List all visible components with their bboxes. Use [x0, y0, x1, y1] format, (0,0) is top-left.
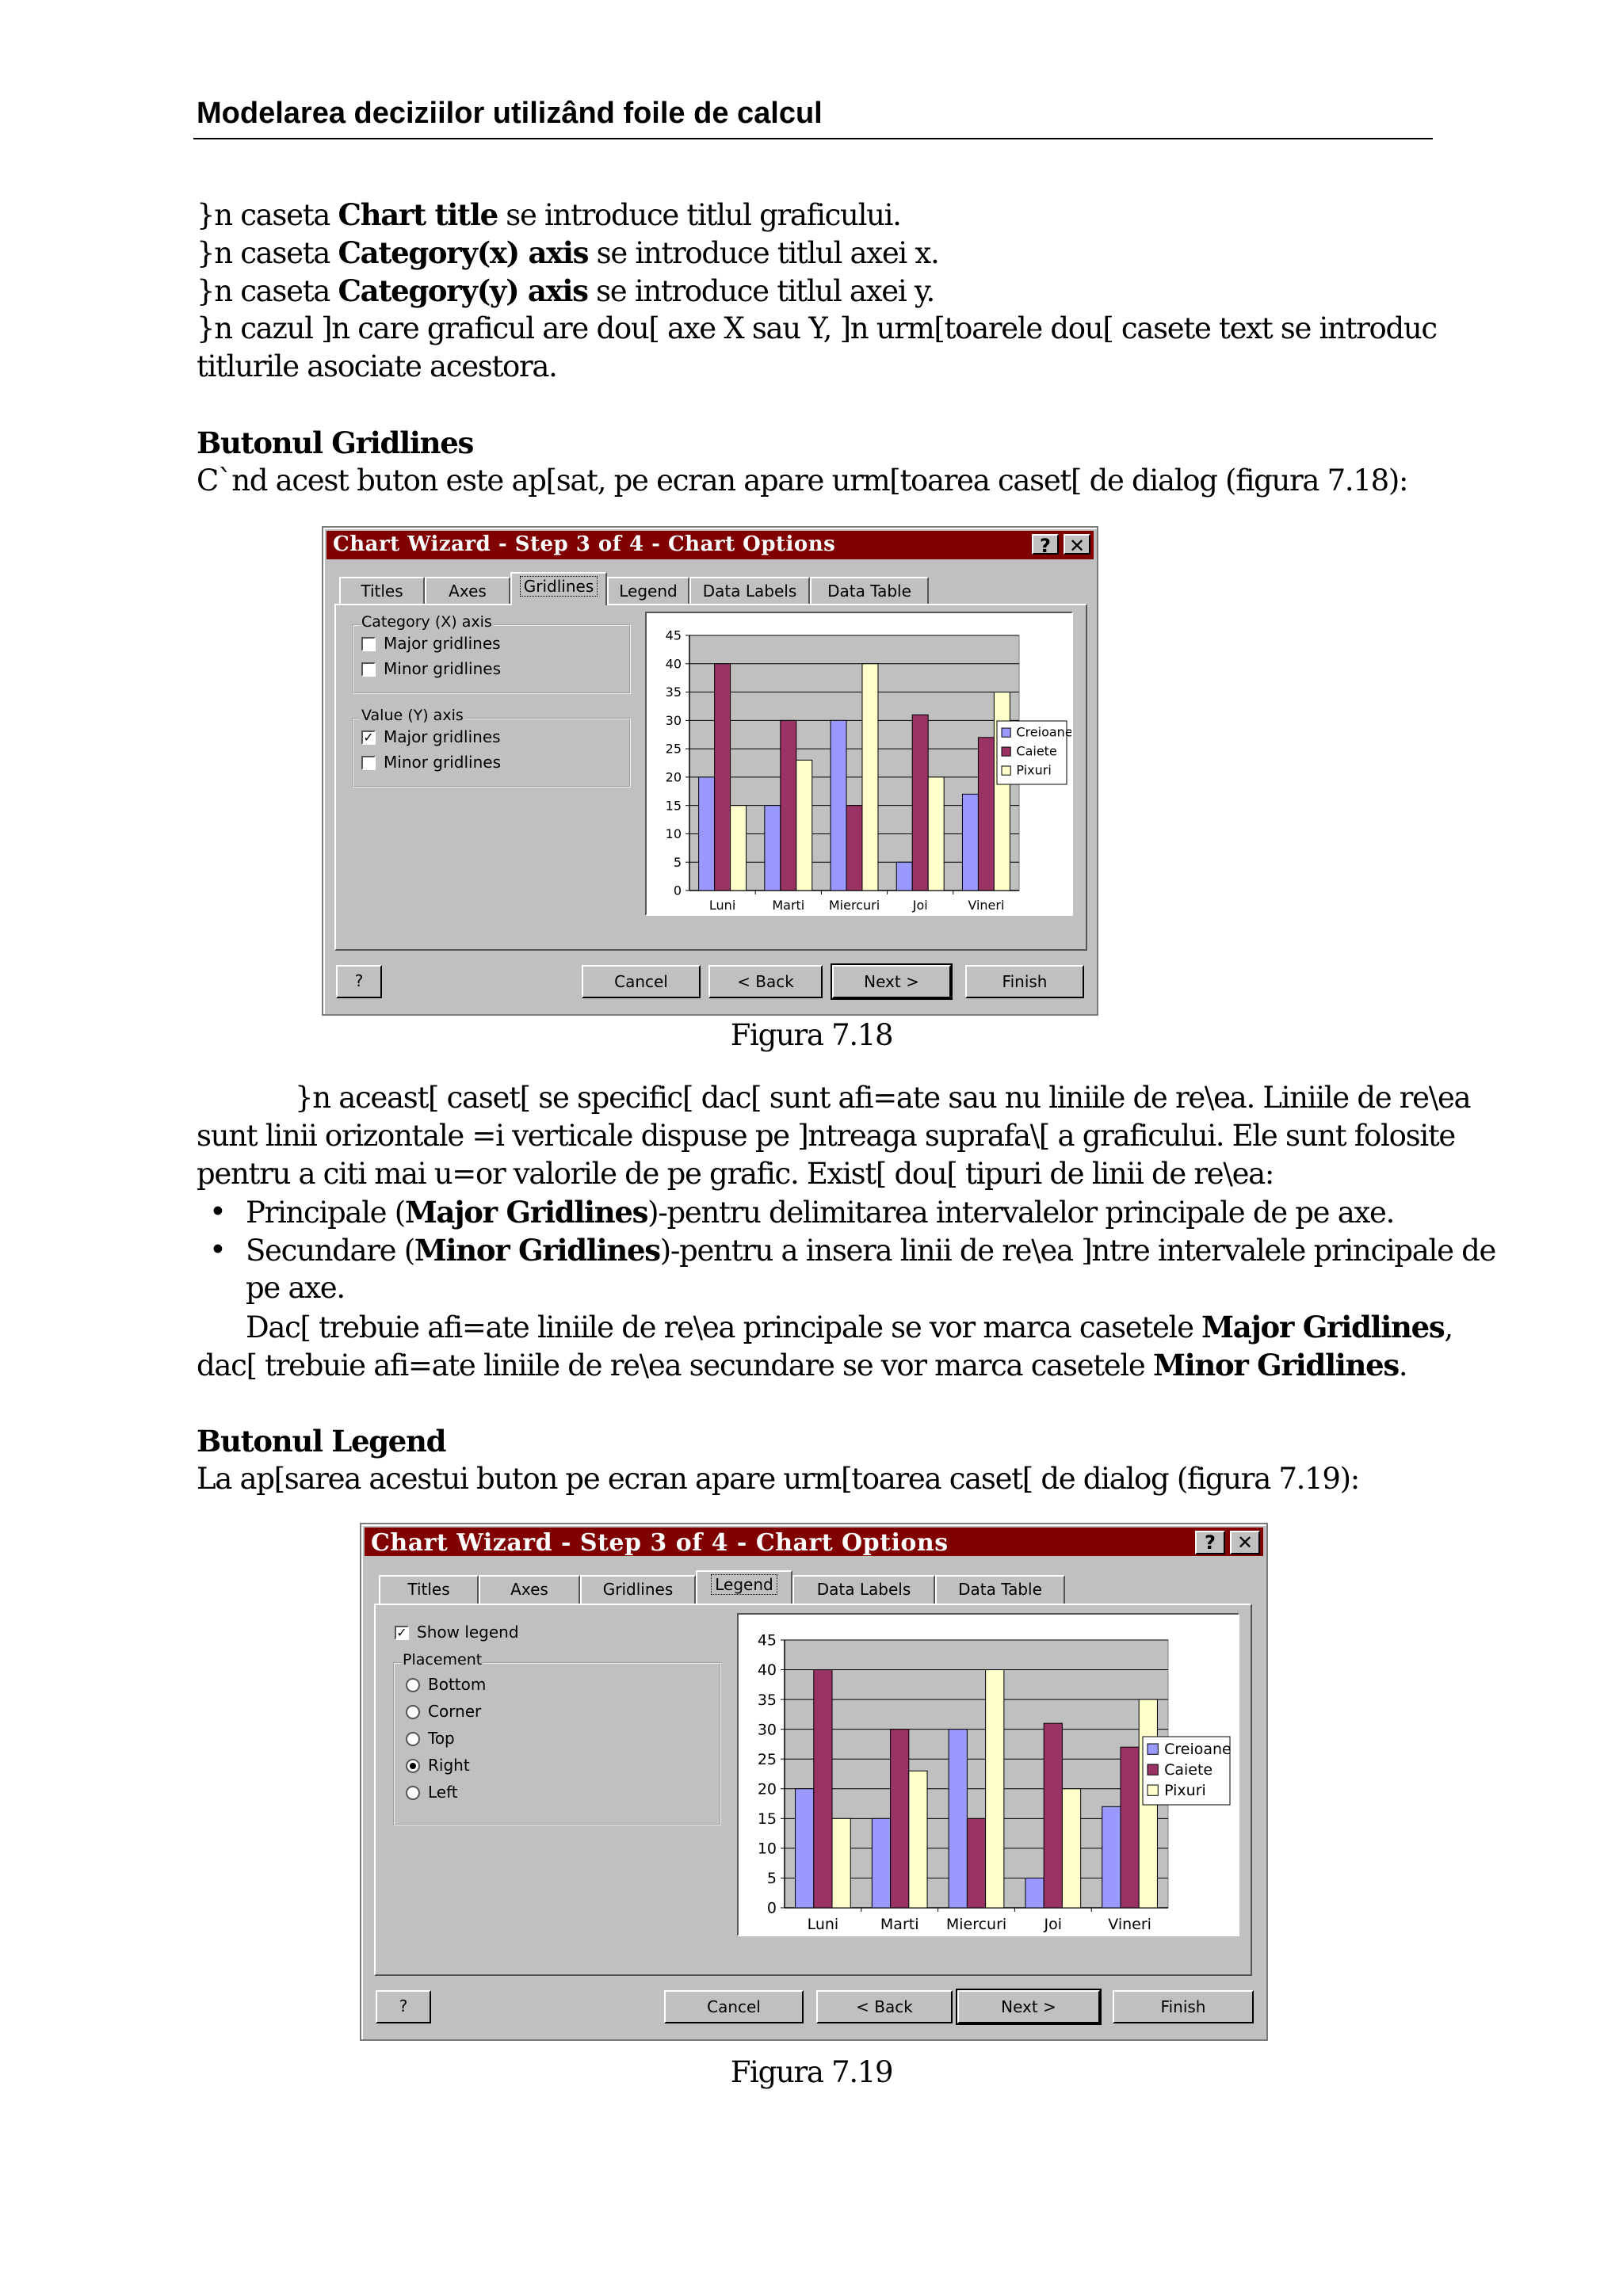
bar-pixuri-luni	[832, 1818, 850, 1908]
legend-label: Creioane	[1016, 724, 1071, 740]
legend-label: Caiete	[1016, 743, 1057, 759]
chart-wizard-dialog-legend	[360, 1523, 1268, 2041]
bold-term: Major Gridlines	[1201, 1310, 1445, 1344]
para1-line1	[197, 196, 901, 235]
bar-caiete-miercuri	[967, 1818, 985, 1908]
placement-bottom-radio[interactable]	[406, 1678, 420, 1692]
tab-label: Data Table	[958, 1580, 1042, 1599]
dialog-title: Chart Wizard - Step 3 of 4 - Chart Options	[333, 532, 836, 556]
tab-data-labels[interactable]	[689, 577, 810, 605]
text: Principale (	[246, 1196, 405, 1230]
tab-axes[interactable]	[479, 1575, 580, 1604]
text: Dac[ trebuie afi=ate liniile de re\ea principale se vor marca casetele	[246, 1310, 1202, 1344]
tab-gridlines[interactable]	[510, 572, 607, 605]
y-tick-label: 5	[766, 1870, 777, 1888]
bold-term: Minor Gridlines	[414, 1233, 660, 1268]
bar-pixuri-marti	[796, 760, 812, 891]
text: dac[ trebuie afi=ate liniile de re\ea secundare se vor marca casetele	[197, 1348, 1153, 1383]
legend-swatch	[1148, 1744, 1158, 1754]
tab-label: Titles	[407, 1580, 450, 1599]
placement-top-radio[interactable]	[406, 1732, 420, 1746]
finish-button[interactable]: Finish	[965, 965, 1084, 998]
placement-corner-radio[interactable]	[406, 1705, 420, 1719]
y-tick-label: 35	[665, 685, 682, 700]
tab-titles[interactable]	[339, 577, 425, 605]
x-tick-label: Marti	[880, 1916, 919, 1933]
y-tick-label: 45	[757, 1631, 777, 1650]
placement-left-label: Left	[428, 1783, 458, 1802]
x-tick-label: Luni	[708, 898, 736, 913]
text: }n caseta	[197, 236, 338, 270]
val-minor-checkbox[interactable]	[361, 756, 376, 770]
text: se introduce titlul graficului.	[497, 198, 901, 232]
bullet-2	[246, 1231, 1496, 1270]
x-tick-label: Joi	[1044, 1916, 1063, 1933]
value-axis-group	[352, 707, 631, 788]
legend-intro: La ap[sarea acestui buton pe ecran apare urm[toarea caset[ de dialog (figura 7.19):	[197, 1462, 1359, 1496]
close-button[interactable]: ✕	[1230, 1531, 1260, 1554]
tab-label: Data Table	[827, 582, 911, 601]
y-tick-label: 30	[757, 1721, 777, 1739]
tab-legend[interactable]	[696, 1570, 792, 1604]
y-tick-label: 45	[665, 627, 682, 643]
val-major-checkbox[interactable]: ✓	[361, 730, 376, 745]
bar-creioane-joi	[896, 862, 912, 891]
legend-swatch	[1148, 1785, 1158, 1795]
y-tick-label: 40	[665, 656, 682, 672]
y-tick-label: 10	[665, 826, 682, 842]
legend-label: Caiete	[1164, 1761, 1213, 1779]
legend-swatch	[1002, 747, 1010, 756]
text: )-pentru delimitarea intervalelor principale de pe axe.	[647, 1196, 1395, 1230]
help-titlebar-button[interactable]: ?	[1195, 1531, 1225, 1554]
bar-caiete-marti	[891, 1730, 909, 1908]
x-tick-label: Vineri	[1108, 1916, 1151, 1933]
bar-creioane-joi	[1025, 1878, 1044, 1908]
bar-creioane-vineri	[962, 794, 978, 891]
tab-data-labels[interactable]	[792, 1575, 935, 1604]
y-tick-label: 10	[757, 1840, 777, 1858]
tab-panel	[374, 1604, 1252, 1976]
y-tick-label: 20	[665, 769, 682, 785]
bar-chart	[647, 613, 1071, 914]
bar-pixuri-miercuri	[986, 1670, 1004, 1908]
page-header-title: Modelarea deciziilor utilizând foile de calcul	[197, 97, 823, 130]
chart-preview	[737, 1613, 1239, 1936]
bar-caiete-joi	[912, 715, 928, 891]
group-label: Placement	[403, 1651, 483, 1669]
text: Secundare (	[246, 1234, 414, 1268]
bar-pixuri-luni	[731, 806, 747, 891]
y-tick-label: 30	[665, 712, 682, 728]
bar-pixuri-miercuri	[862, 664, 878, 891]
bar-caiete-miercuri	[846, 806, 862, 891]
tab-label: Legend	[711, 1574, 777, 1595]
back-button[interactable]: < Back	[816, 1990, 953, 2023]
chart-wizard-dialog-gridlines	[322, 526, 1098, 1016]
bar-creioane-marti	[765, 806, 781, 891]
bullet-dot: •	[209, 1233, 226, 1267]
text: .	[1398, 1348, 1407, 1383]
bar-pixuri-joi	[928, 777, 944, 891]
tab-axes[interactable]	[425, 577, 510, 605]
bullet-dot: •	[209, 1195, 226, 1229]
tab-label: Data Labels	[816, 1580, 911, 1599]
bullet-2-continued: pe axe.	[246, 1271, 345, 1305]
dialog-titlebar	[365, 1527, 1263, 1556]
y-tick-label: 15	[665, 798, 682, 814]
y-tick-label: 15	[757, 1810, 777, 1828]
bar-caiete-luni	[715, 664, 731, 891]
y-tick-label: 5	[673, 854, 682, 870]
group-label: Value (Y) axis	[361, 707, 464, 724]
text: se introduce titlul axei y.	[587, 274, 935, 308]
y-tick-label: 35	[757, 1691, 777, 1709]
placement-right-radio[interactable]	[406, 1759, 420, 1773]
placement-right-label: Right	[428, 1756, 470, 1775]
legend-label: Pixuri	[1016, 762, 1052, 778]
para1-line3	[197, 272, 934, 311]
text: )-pentru a insera linii de re\ea ]ntre intervalele principale de	[659, 1234, 1496, 1268]
y-tick-label: 0	[673, 883, 682, 898]
bold-term: Chart title	[338, 197, 498, 232]
bar-caiete-luni	[814, 1670, 832, 1908]
para1-line5: titlurile asociate acestora.	[197, 349, 557, 383]
x-tick-label: Miercuri	[945, 1916, 1007, 1933]
finish-button[interactable]: Finish	[1113, 1990, 1254, 2023]
legend-label: Pixuri	[1164, 1782, 1206, 1800]
help-button[interactable]: ?	[376, 1990, 431, 2023]
bar-chart	[739, 1615, 1238, 1935]
cat-minor-label: Minor gridlines	[384, 659, 501, 678]
para2-line2: sunt linii orizontale =i verticale dispuse pe ]ntreaga suprafa\[ a graficului. Ele sunt folosite	[197, 1119, 1456, 1153]
cat-major-label: Major gridlines	[384, 634, 501, 653]
bar-creioane-luni	[796, 1789, 814, 1908]
category-axis-group	[352, 613, 631, 694]
tab-gridlines[interactable]	[580, 1575, 696, 1604]
cat-minor-checkbox[interactable]	[361, 662, 376, 677]
tab-label: Gridlines	[602, 1580, 674, 1599]
legend-swatch	[1002, 766, 1010, 775]
x-tick-label: Joi	[912, 898, 928, 913]
tab-legend[interactable]	[607, 577, 689, 605]
para2-line4	[246, 1308, 1453, 1347]
tab-label: Legend	[619, 582, 678, 601]
header-rule	[193, 138, 1433, 139]
dialog-title: Chart Wizard - Step 3 of 4 - Chart Options	[371, 1529, 949, 1557]
group-label: Category (X) axis	[361, 613, 492, 631]
figure-7-19-caption: Figura 7.19	[730, 2055, 893, 2089]
placement-top-label: Top	[428, 1729, 455, 1748]
x-tick-label: Miercuri	[828, 898, 880, 913]
placement-left-radio[interactable]	[406, 1786, 420, 1800]
bar-caiete-joi	[1044, 1723, 1062, 1908]
tab-label: Axes	[510, 1580, 548, 1599]
legend-heading: Butonul Legend	[197, 1424, 446, 1459]
gridlines-heading: Butonul Gridlines	[197, 425, 473, 460]
y-tick-label: 20	[757, 1780, 777, 1798]
x-tick-label: Luni	[807, 1916, 839, 1933]
para1-line4: }n cazul ]n care graficul are dou[ axe X sau Y, ]n urm[toarele dou[ casete text se introduc	[197, 311, 1437, 345]
dialog-titlebar	[327, 531, 1094, 559]
show-legend-label: Show legend	[417, 1623, 519, 1642]
para2-line5	[197, 1346, 1407, 1385]
bar-pixuri-joi	[1062, 1789, 1080, 1908]
bold-term: Minor Gridlines	[1152, 1348, 1399, 1383]
next-button[interactable]: Next >	[957, 1990, 1100, 2023]
y-tick-label: 40	[757, 1661, 777, 1680]
bold-term: Major Gridlines	[404, 1195, 648, 1230]
placement-bottom-label: Bottom	[428, 1675, 487, 1694]
val-minor-label: Minor gridlines	[384, 753, 501, 772]
bar-creioane-marti	[872, 1818, 890, 1908]
bullet-1	[246, 1193, 1394, 1232]
close-button[interactable]: ✕	[1064, 534, 1090, 555]
figure-7-18-caption: Figura 7.18	[730, 1018, 893, 1052]
cancel-button[interactable]: Cancel	[582, 965, 701, 998]
cat-major-checkbox[interactable]	[361, 637, 376, 651]
bar-caiete-vineri	[978, 738, 994, 891]
gridlines-intro: C`nd acest buton este ap[sat, pe ecran apare urm[toarea caset[ de dialog (figura 7.18):	[197, 463, 1408, 498]
chart-preview	[645, 612, 1073, 916]
bold-term: Category(y) axis	[338, 273, 588, 308]
bar-creioane-miercuri	[831, 720, 846, 891]
tab-titles[interactable]	[379, 1575, 479, 1604]
para1-line2	[197, 234, 938, 273]
legend-swatch	[1148, 1764, 1158, 1775]
text: se introduce titlul axei x.	[588, 236, 939, 270]
bold-term: Category(x) axis	[338, 235, 589, 270]
bar-creioane-vineri	[1102, 1806, 1121, 1908]
tab-label: Data Labels	[702, 582, 797, 601]
bar-pixuri-marti	[909, 1771, 927, 1908]
val-major-label: Major gridlines	[384, 727, 501, 746]
y-tick-label: 25	[757, 1750, 777, 1768]
tab-label: Gridlines	[520, 576, 598, 597]
show-legend-checkbox[interactable]: ✓	[395, 1626, 409, 1640]
bar-creioane-miercuri	[949, 1730, 967, 1908]
bar-caiete-marti	[781, 720, 796, 891]
tab-data-table[interactable]	[935, 1575, 1065, 1604]
back-button[interactable]: < Back	[708, 965, 823, 998]
placement-group	[393, 1651, 721, 1825]
para2-line1: }n aceast[ caset[ se specific[ dac[ sunt afi=ate sau nu liniile de re\ea. Liniile de re\ea	[295, 1081, 1471, 1115]
tab-label: Axes	[449, 582, 487, 601]
text: }n caseta	[197, 274, 338, 308]
y-tick-label: 0	[766, 1899, 777, 1917]
text: }n caseta	[197, 198, 338, 232]
cancel-button[interactable]: Cancel	[664, 1990, 804, 2023]
bar-creioane-luni	[699, 777, 715, 891]
para2-line3: pentru a citi mai u=or valorile de pe grafic. Exist[ dou[ tipuri de linii de re\ea:	[197, 1157, 1274, 1191]
legend-label: Creioane	[1164, 1741, 1232, 1759]
x-tick-label: Vineri	[968, 898, 1005, 913]
help-button[interactable]: ?	[336, 965, 382, 998]
placement-corner-label: Corner	[428, 1702, 482, 1721]
help-titlebar-button[interactable]: ?	[1032, 534, 1059, 555]
x-tick-label: Marti	[772, 898, 805, 913]
tab-panel	[334, 604, 1087, 951]
legend-swatch	[1002, 728, 1010, 737]
text: ,	[1444, 1310, 1453, 1344]
next-button[interactable]: Next >	[832, 965, 951, 998]
bar-caiete-vineri	[1121, 1747, 1139, 1908]
tab-label: Titles	[361, 582, 403, 601]
tab-data-table[interactable]	[810, 577, 929, 605]
y-tick-label: 25	[665, 741, 682, 757]
